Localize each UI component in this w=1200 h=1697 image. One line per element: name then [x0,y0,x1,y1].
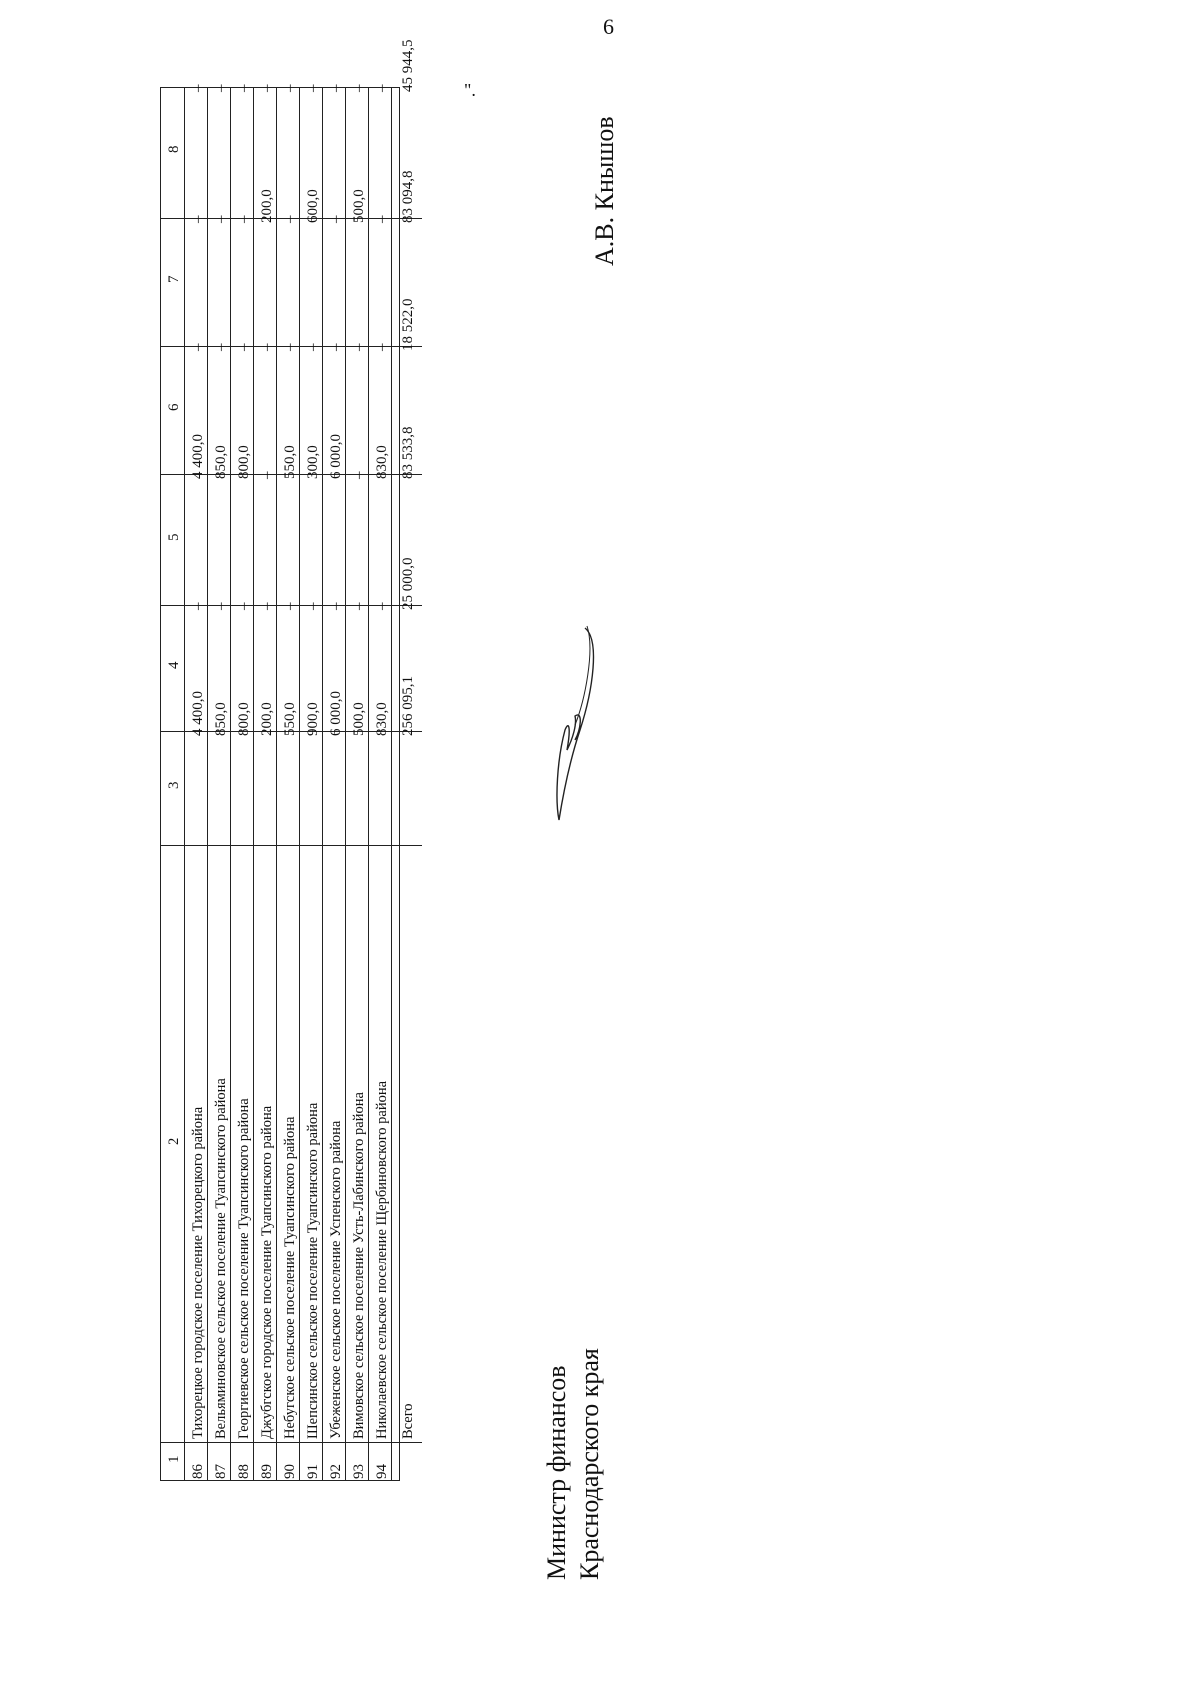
table-cell-c7 [277,215,299,346]
cell-text: 830,0 [373,445,390,479]
table-header-row [161,88,185,1480]
budget-table [160,39,416,1481]
table-row [254,84,277,1480]
table-cell-c8 [208,84,230,218]
table-cell-n [185,1442,207,1482]
cell-text: – [189,343,206,351]
cell-text: – [281,343,298,351]
table-cell-c8 [323,84,345,218]
cell-text: – [350,471,367,479]
cell-text: – [350,343,367,351]
table-cell-c3 [346,702,368,845]
cell-text: 7 [166,275,182,283]
cell-text: – [350,84,367,92]
table-cell-c5 [185,434,207,605]
cell-text: Шепсинское сельское поселение Туапсинского района [304,1102,321,1439]
table-row [277,84,300,1480]
table-cell-c7 [161,218,184,346]
cell-text: Всего [400,1403,416,1439]
cell-text: Убеженское сельское поселение Успенского района [327,1120,344,1439]
table-row [369,84,392,1480]
cell-text: 300,0 [304,445,321,479]
table-cell-c7 [346,189,368,346]
cell-text: 256 095,1 [400,676,416,736]
cell-text: – [304,84,321,92]
table-cell-name [300,845,322,1442]
cell-text: 18 522,0 [400,298,416,351]
table-cell-c7 [208,215,230,346]
cell-text: – [258,471,275,479]
cell-text: 200,0 [258,702,275,736]
cell-text: – [373,602,390,610]
table-cell-c3 [254,702,276,845]
signature-title-line2: Краснодарского края [575,1348,604,1580]
table-cell-name [254,845,276,1442]
table-cell-c3 [185,691,207,845]
table-cell-c7 [323,215,345,346]
cell-text: Вимовское сельское поселение Усть-Лабинского района [350,1092,367,1439]
table-cell-name [323,845,345,1442]
table-row [231,84,254,1480]
cell-text: – [212,343,229,351]
table-cell-c5 [208,445,230,605]
table-cell-name [277,845,299,1442]
table-cell-c4 [161,605,184,731]
table-cell-c7 [185,215,207,346]
table-cell-c8 [277,84,299,218]
table-cell-c5 [300,445,322,605]
cell-text: Джубгское городское поселение Туапсинского района [258,1105,275,1439]
table-row [185,84,208,1480]
cell-text: – [304,602,321,610]
cell-text: – [189,215,206,223]
cell-text: 4 400,0 [189,691,206,736]
signature-image [545,620,615,835]
table-cell-c8 [161,88,184,218]
table-row [346,84,369,1480]
cell-text: – [327,343,344,351]
cell-text: – [235,602,252,610]
cell-text: 91 [304,1464,321,1479]
table-cell-n [208,1442,230,1482]
cell-text: 87 [212,1464,229,1479]
cell-text: 4 [166,661,182,669]
cell-text: 3 [166,781,182,789]
table-cell-c8 [231,84,253,218]
table-cell-c5 [254,471,276,605]
cell-text: – [281,84,298,92]
cell-text: Тихорецкое городское поселение Тихорецкого района [189,1106,206,1439]
table-cell-c3 [300,702,322,845]
cell-text: 5 [166,533,182,541]
table-cell-n [392,1442,422,1482]
cell-text: Николаевское сельское поселение Щербиновского района [373,1080,390,1439]
cell-text: – [327,602,344,610]
table-cell-c6 [161,346,184,474]
table-cell-c3 [161,731,184,845]
cell-text: – [235,84,252,92]
cell-text: – [189,84,206,92]
table-row [300,84,323,1480]
table-cell-name [231,845,253,1442]
cell-text: 900,0 [304,702,321,736]
cell-text: 6 000,0 [327,691,344,736]
table-total-row [392,39,422,1480]
cell-text: – [281,602,298,610]
cell-text: 92 [327,1464,344,1479]
table-cell-c5 [323,434,345,605]
table-cell-c3 [323,691,345,845]
table-cell-n [254,1442,276,1482]
table-cell-n [231,1442,253,1482]
table-cell-c5 [346,471,368,605]
cell-text: – [235,215,252,223]
table-cell-c7 [231,215,253,346]
cell-text: – [327,215,344,223]
cell-text: – [281,215,298,223]
table-cell-name [346,845,368,1442]
cell-text: – [258,602,275,610]
cell-text: Георгиевское сельское поселение Туапсинского района [235,1098,252,1439]
table-cell-c5 [277,445,299,605]
cell-text: 4 400,0 [189,434,206,479]
cell-text: – [327,84,344,92]
cell-text: 93 [350,1464,367,1479]
cell-text: 850,0 [212,445,229,479]
cell-text: – [212,84,229,92]
table-cell-c5 [369,445,391,605]
signature-name: А.В. Кнышов [590,116,619,266]
signature-title-line1: Министр финансов [542,1365,571,1580]
table-cell-c7 [369,215,391,346]
cell-text: 850,0 [212,702,229,736]
table-cell-name [369,845,391,1442]
cell-text: – [212,602,229,610]
cell-text: 1 [166,1455,182,1463]
cell-text: 830,0 [373,702,390,736]
cell-text: 8 [166,145,182,153]
table-cell-c5 [231,445,253,605]
closing-quote: ". [464,80,476,100]
cell-text: 500,0 [350,702,367,736]
table-cell-n [161,1442,184,1482]
table-cell-n [277,1442,299,1482]
table-row [323,84,346,1480]
page-number: 6 [603,14,614,39]
cell-text: 90 [281,1464,298,1479]
table-cell-c7 [254,189,276,346]
table-cell-c8 [185,84,207,218]
cell-text: 800,0 [235,445,252,479]
cell-text: 550,0 [281,445,298,479]
table-cell-name [185,845,207,1442]
table-cell-name [161,845,184,1442]
cell-text: 45 944,5 [400,39,416,92]
cell-text: 94 [373,1464,390,1479]
cell-text: 89 [258,1464,275,1479]
cell-text: 86 [189,1464,206,1479]
table-cell-c3 [277,702,299,845]
table-cell-c3 [369,702,391,845]
cell-text: – [350,602,367,610]
table-cell-n [369,1442,391,1482]
table-cell-n [346,1442,368,1482]
table-cell-n [300,1442,322,1482]
cell-text: 88 [235,1464,252,1479]
table-cell-c5 [161,474,184,605]
table-cell-c3 [392,676,422,845]
cell-text: Вельяминовское сельское поселение Туапсинского района [212,1078,229,1439]
table-cell-c3 [208,702,230,845]
cell-text: 25 000,0 [400,557,416,610]
cell-text: – [189,602,206,610]
cell-text: 200,0 [258,189,275,223]
cell-text: 83 094,8 [400,170,416,223]
table-cell-c3 [231,702,253,845]
cell-text: Небугское сельское поселение Туапсинского района [281,1116,298,1439]
cell-text: – [212,215,229,223]
table-cell-name [392,845,422,1442]
cell-text: – [373,215,390,223]
table-cell-name [208,845,230,1442]
table-cell-c7 [300,189,322,346]
table-cell-c8 [369,84,391,218]
cell-text: 500,0 [350,189,367,223]
table-cell-n [323,1442,345,1482]
table-cell-c6 [254,343,276,474]
cell-text: 600,0 [304,189,321,223]
cell-text: 2 [166,1137,182,1145]
cell-text: 6 [166,403,182,411]
cell-text: 83 533,8 [400,426,416,479]
cell-text: 550,0 [281,702,298,736]
cell-text: 800,0 [235,702,252,736]
cell-text: – [373,343,390,351]
table-cell-c6 [346,343,368,474]
table-row [208,84,231,1480]
cell-text: – [258,343,275,351]
cell-text: – [304,343,321,351]
cell-text: – [235,343,252,351]
cell-text: 6 000,0 [327,434,344,479]
cell-text: – [373,84,390,92]
cell-text: – [258,84,275,92]
